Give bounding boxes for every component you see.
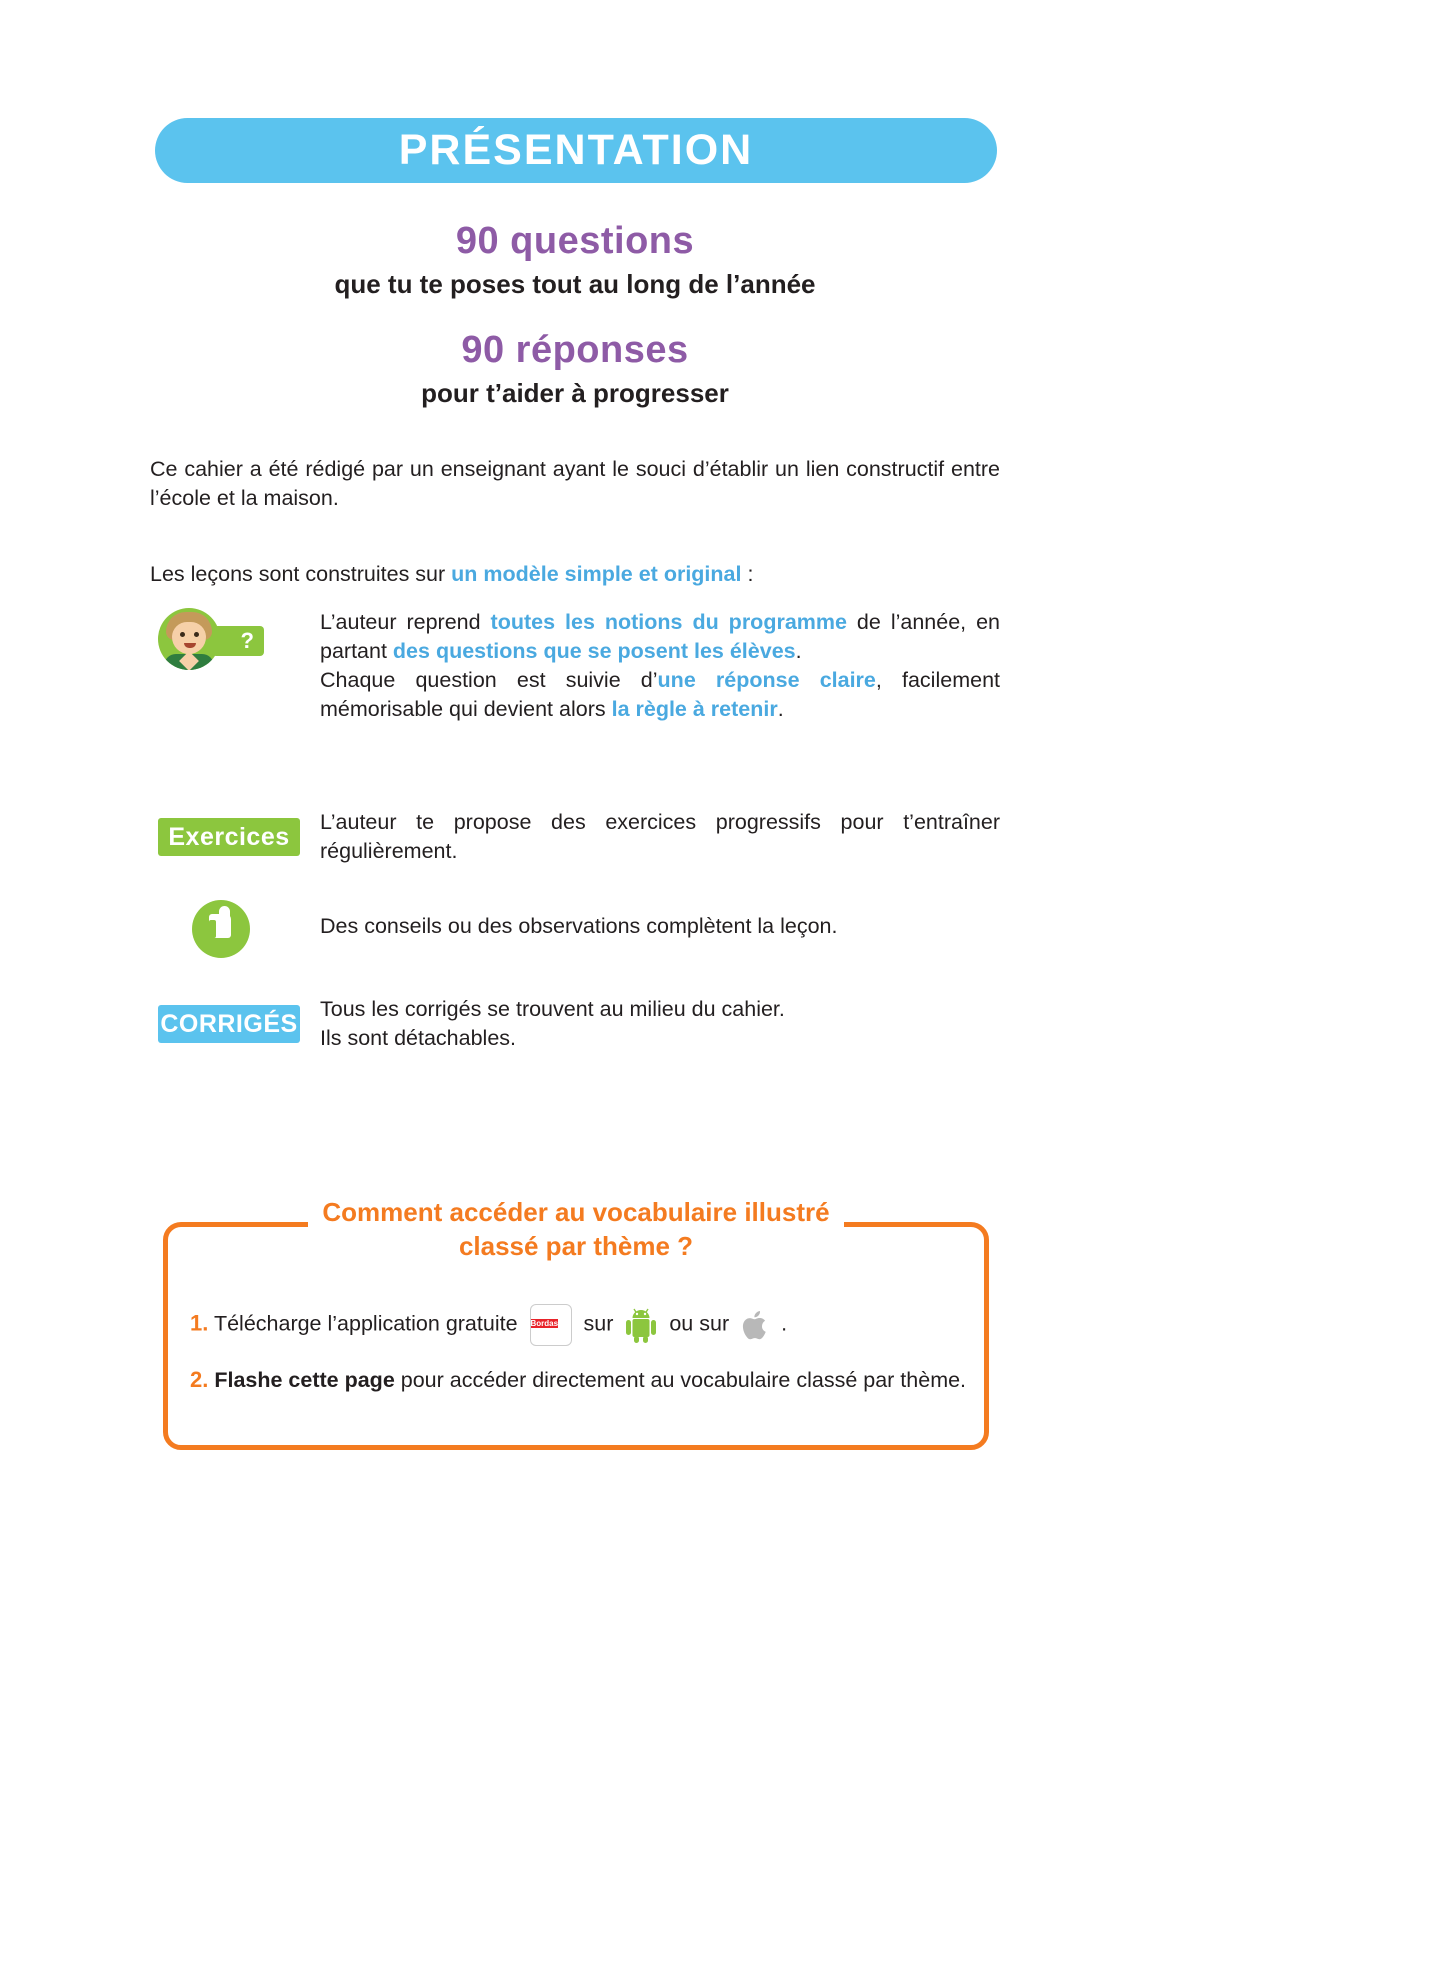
lecons-prefix: Les leçons sont construites sur: [150, 562, 452, 586]
step-2-rest: pour accéder directement au vocabulaire classé par thème.: [394, 1368, 967, 1392]
corriges-line1: Tous les corrigés se trouvent au milieu du cahier.: [320, 997, 785, 1021]
exercices-text: L’auteur te propose des exercices progressifs pour t’entraîner régulièrement.: [320, 810, 1000, 864]
lecons-highlight: un modèle simple et original: [451, 562, 742, 586]
step-1-number: 1.: [190, 1310, 209, 1336]
row-exercices: [150, 808, 1000, 866]
conseils-text: Des conseils ou des observations complètent la leçon.: [320, 914, 838, 938]
exercices-badge: Exercices: [158, 818, 300, 856]
callout-title-line2: classé par thème ?: [411, 1230, 741, 1264]
intro-headings: [150, 218, 1000, 411]
intro-line2-big: 90 réponses: [461, 329, 689, 372]
step-2-number: 2.: [190, 1367, 209, 1392]
author-text-2b: une réponse claire: [657, 668, 876, 693]
intro-line2-sub: pour t’aider à progresser: [421, 377, 729, 408]
author-text-1b: toutes les notions du programme: [490, 610, 847, 634]
question-mark-icon: ?: [212, 626, 264, 656]
paragraph-intro: Ce cahier a été rédigé par un enseignant ayant le souci d’établir un lien constructif entre l’école et la maison.: [150, 457, 1000, 511]
paragraph-lecons: [150, 560, 1000, 589]
corriges-text: [320, 995, 1000, 1053]
row-conseils: [150, 900, 1000, 941]
thumb-cut: [209, 920, 216, 938]
bordas-flashpage-app-icon[interactable]: [530, 1304, 572, 1346]
author-icon-group: [150, 608, 300, 670]
student-avatar-icon: [158, 608, 220, 670]
author-text-2c: , facilement mémorisable qui devient alors: [320, 668, 1000, 722]
intro-line1-big: 90 questions: [455, 220, 695, 262]
author-text-1a: L’auteur reprend: [320, 610, 491, 634]
step-1-text-a: Télécharge l’application gratuite: [213, 1311, 518, 1336]
callout-step-2: [190, 1365, 970, 1395]
android-icon[interactable]: [624, 1307, 658, 1343]
author-text-2a: Chaque question est suivie d’: [320, 668, 658, 693]
avatar-eye-right: [194, 632, 199, 637]
author-text-2e: .: [777, 697, 784, 722]
author-text-1e: .: [795, 639, 802, 664]
author-text: [320, 608, 1000, 724]
step-1-text-d: .: [781, 1311, 788, 1336]
intro-line1-sub: que tu te poses tout au long de l’année: [334, 268, 816, 299]
author-text-1d: des questions que se posent les élèves: [392, 639, 796, 664]
callout-title-line1: Comment accéder au vocabulaire illustré: [308, 1196, 843, 1230]
thumbs-up-icon: [192, 900, 250, 958]
callout-step-1: [190, 1304, 970, 1346]
avatar-eye-left: [180, 632, 185, 637]
corriges-line2: Ils sont détachables.: [320, 1026, 517, 1051]
step-1-text-b: sur: [583, 1311, 614, 1336]
thumb-up-part: [219, 906, 230, 922]
author-text-1c: de l’année, en partant: [320, 610, 1001, 664]
flashpage-brand: Bordas: [530, 1319, 559, 1328]
page-title: PRÉSENTATION: [398, 126, 754, 174]
avatar-face: [172, 622, 206, 654]
intro-spacer: [150, 301, 1000, 327]
lecons-suffix: :: [741, 562, 754, 586]
header-banner: [155, 118, 997, 183]
author-text-2d: la règle à retenir: [611, 697, 778, 722]
apple-icon[interactable]: [740, 1308, 770, 1342]
row-author: [150, 608, 1000, 724]
row-corriges: [150, 995, 1000, 1053]
corriges-badge: CORRIGÉS: [158, 1005, 300, 1043]
step-2-bold: Flashe cette page: [214, 1368, 395, 1392]
step-1-text-c: ou sur: [669, 1311, 730, 1336]
